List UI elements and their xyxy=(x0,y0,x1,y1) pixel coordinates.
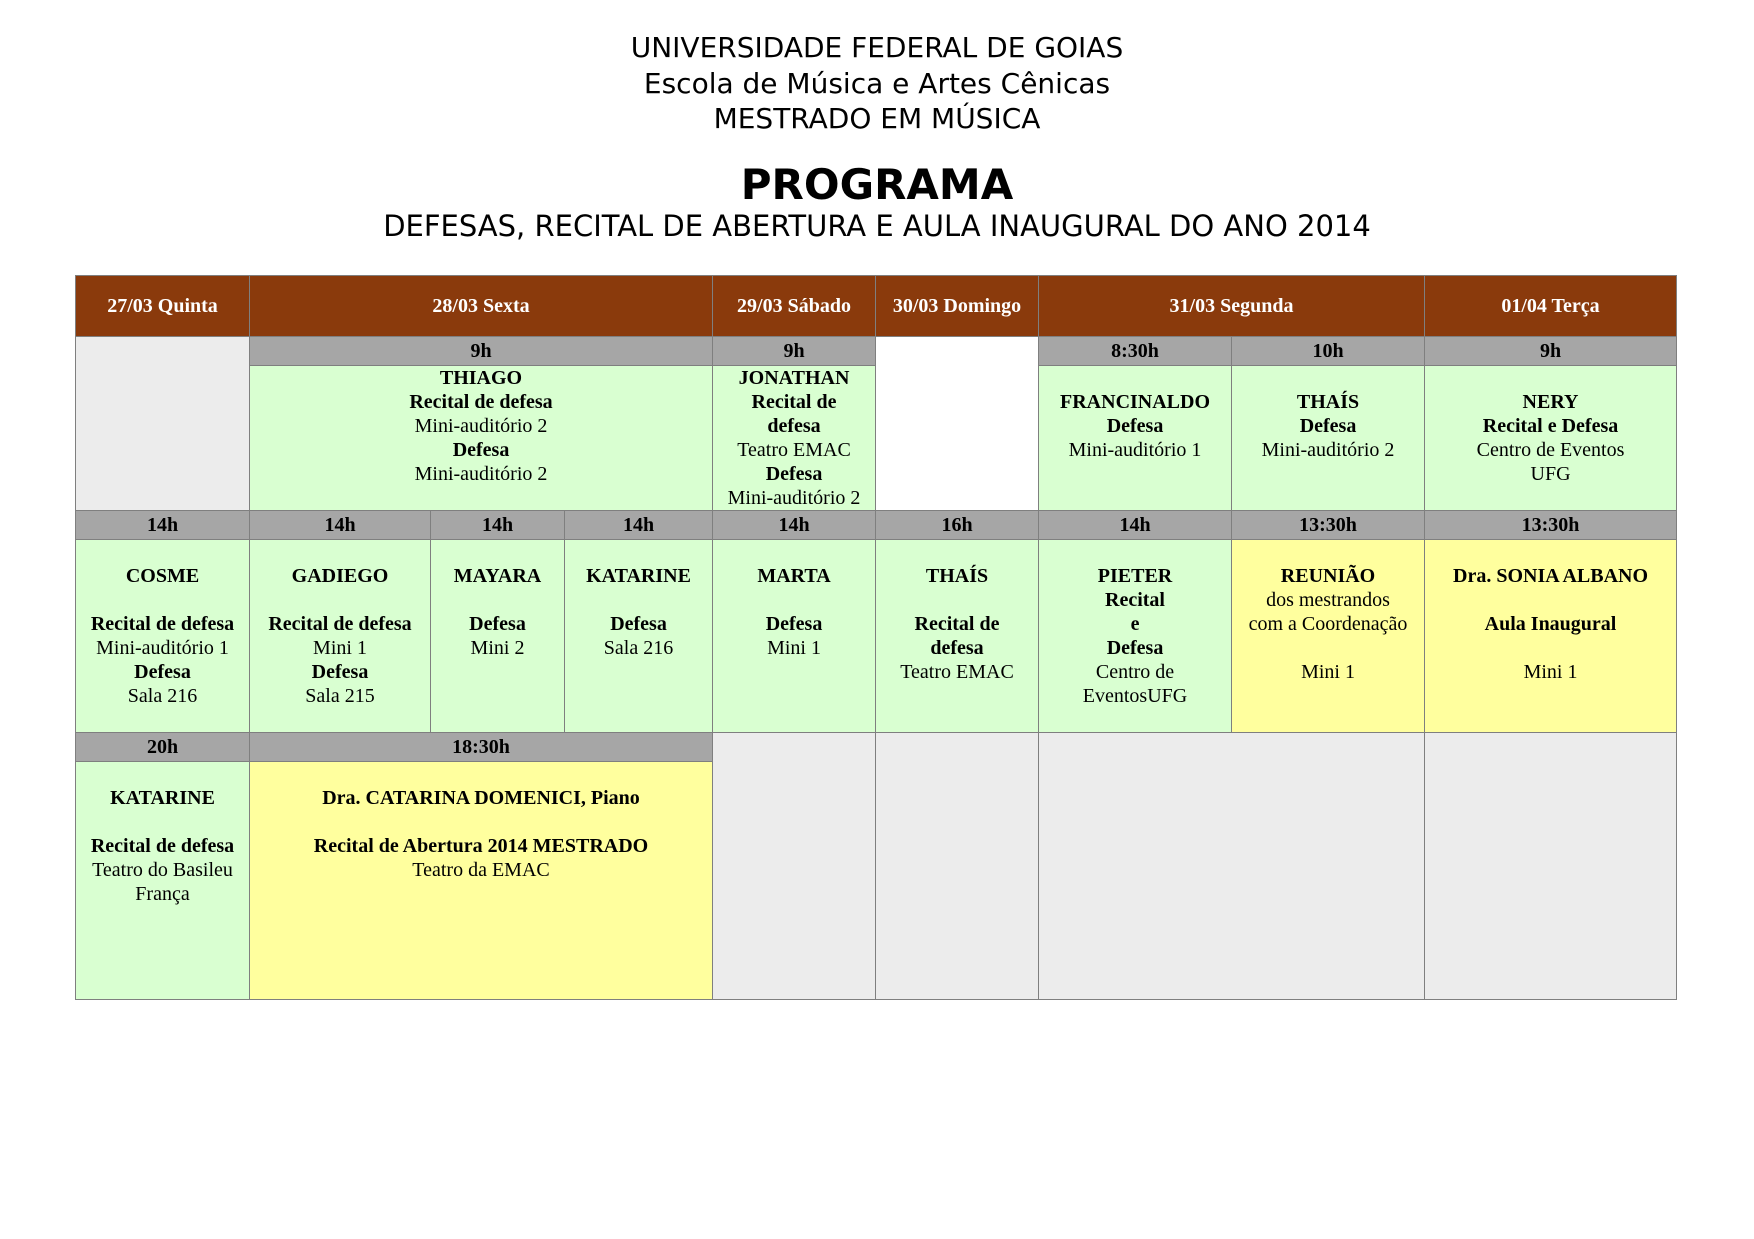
event-cell xyxy=(1232,540,1425,733)
event-person: MAYARA xyxy=(453,565,542,587)
time-label: 14h xyxy=(431,511,565,540)
event-venue: Centro de Eventos xyxy=(1476,439,1625,461)
time-label: 10h xyxy=(1232,337,1425,366)
event-venue: Teatro da EMAC xyxy=(412,859,550,881)
event-venue: Sala 216 xyxy=(603,637,674,659)
event-cell xyxy=(876,540,1039,733)
event-venue: Teatro EMAC xyxy=(737,439,851,461)
time-label: 18:30h xyxy=(250,733,713,762)
event-type: Defesa xyxy=(311,661,369,683)
event-venue: Sala 216 xyxy=(127,685,198,707)
event-person: Dra. SONIA ALBANO xyxy=(1453,565,1649,587)
event-cell xyxy=(1425,366,1677,511)
event-cell xyxy=(1232,366,1425,511)
time-label: 20h xyxy=(76,733,250,762)
event-type: Defesa xyxy=(610,613,667,635)
event-cell xyxy=(713,540,876,733)
event-type: Recital de defesa xyxy=(90,835,235,857)
event-person: THIAGO xyxy=(439,367,523,389)
event-person: COSME xyxy=(125,565,200,587)
day-header-row xyxy=(76,276,1677,337)
event-person: REUNIÃO xyxy=(1280,565,1376,587)
empty-cell xyxy=(876,337,1039,511)
event-person: THAÍS xyxy=(1296,391,1360,413)
program-name: MESTRADO EM MÚSICA xyxy=(713,102,1041,135)
event-person: THAÍS xyxy=(925,565,989,587)
time-row xyxy=(76,337,1677,366)
time-label: 14h xyxy=(1039,511,1232,540)
event-cell xyxy=(1039,366,1232,511)
event-type: Aula Inaugural xyxy=(1484,613,1617,635)
event-type: Recital de xyxy=(751,391,837,413)
page-subtitle: DEFESAS, RECITAL DE ABERTURA E AULA INAUGURAL DO ANO 2014 xyxy=(383,209,1371,243)
event-venue: França xyxy=(135,883,190,905)
event-type: e xyxy=(1130,613,1140,635)
event-type: Recital de defesa xyxy=(409,391,553,413)
schedule-table xyxy=(75,275,1677,1000)
time-label: 14h xyxy=(250,511,431,540)
day-header: 01/04 Terça xyxy=(1425,276,1677,337)
day-header: 31/03 Segunda xyxy=(1039,276,1425,337)
time-label: 14h xyxy=(713,511,876,540)
event-type: Recital de Abertura 2014 MESTRADO xyxy=(313,835,649,857)
time-label: 16h xyxy=(876,511,1039,540)
event-type: Recital e Defesa xyxy=(1482,415,1619,437)
event-venue: EventosUFG xyxy=(1082,685,1188,707)
event-venue: Mini 1 xyxy=(1301,661,1355,683)
event-detail: dos mestrandos xyxy=(1266,589,1390,611)
event-venue: Mini-auditório 2 xyxy=(414,415,548,437)
event-person: KATARINE xyxy=(110,787,215,809)
event-person: PIETER xyxy=(1097,565,1173,587)
day-header: 27/03 Quinta xyxy=(76,276,250,337)
event-cell xyxy=(250,366,713,511)
event-venue: Mini 2 xyxy=(470,637,525,659)
event-cell xyxy=(431,540,565,733)
event-person: MARTA xyxy=(757,565,831,587)
event-venue: Mini 1 xyxy=(1523,661,1578,683)
event-type: Defesa xyxy=(1106,415,1164,437)
time-label: 14h xyxy=(76,511,250,540)
event-person: JONATHAN xyxy=(738,367,850,389)
empty-cell xyxy=(76,337,250,511)
event-type: Defesa xyxy=(765,613,823,635)
empty-cell xyxy=(713,733,876,1000)
event-venue: Mini 1 xyxy=(767,637,821,659)
time-label: 14h xyxy=(565,511,713,540)
event-person: GADIEGO xyxy=(291,565,389,587)
event-type: Defesa xyxy=(134,661,191,683)
empty-cell xyxy=(876,733,1039,1000)
event-venue: Mini 1 xyxy=(313,637,367,659)
event-venue: Teatro do Basileu xyxy=(92,859,233,881)
event-type: Defesa xyxy=(469,613,526,635)
event-detail: com a Coordenação xyxy=(1248,613,1408,635)
event-type: Recital xyxy=(1105,589,1165,611)
event-type: Recital de xyxy=(914,613,1000,635)
event-venue: Mini-auditório 2 xyxy=(727,487,861,509)
time-label: 9h xyxy=(250,337,713,366)
time-label: 13:30h xyxy=(1425,511,1677,540)
time-label: 9h xyxy=(713,337,876,366)
time-row xyxy=(76,733,1677,762)
event-cell xyxy=(76,762,250,1000)
day-header: 30/03 Domingo xyxy=(876,276,1039,337)
event-venue: Mini-auditório 2 xyxy=(1261,439,1395,461)
event-type: Recital de defesa xyxy=(90,613,235,635)
time-label: 13:30h xyxy=(1232,511,1425,540)
university-name: UNIVERSIDADE FEDERAL DE GOIAS xyxy=(630,31,1124,64)
event-cell xyxy=(565,540,713,733)
event-venue: Centro de xyxy=(1095,661,1175,683)
event-person: KATARINE xyxy=(586,565,691,587)
event-venue: Mini-auditório 1 xyxy=(1068,439,1202,461)
event-row xyxy=(76,540,1677,733)
time-label: 9h xyxy=(1425,337,1677,366)
time-row xyxy=(76,511,1677,540)
page-title: PROGRAMA xyxy=(740,160,1014,209)
event-venue: Mini-auditório 2 xyxy=(414,463,548,485)
day-header: 29/03 Sábado xyxy=(713,276,876,337)
event-type: Defesa xyxy=(1106,637,1164,659)
time-label: 8:30h xyxy=(1039,337,1232,366)
event-type: Defesa xyxy=(765,463,823,485)
event-cell xyxy=(713,366,876,511)
event-person: Dra. CATARINA DOMENICI, Piano xyxy=(322,787,640,809)
empty-cell xyxy=(1425,733,1677,1000)
event-cell xyxy=(250,540,431,733)
school-name: Escola de Música e Artes Cênicas xyxy=(643,67,1111,100)
event-type: Defesa xyxy=(452,439,510,461)
event-type: defesa xyxy=(767,415,821,437)
event-type: defesa xyxy=(930,637,984,659)
event-type: Recital de defesa xyxy=(268,613,412,635)
event-cell xyxy=(1425,540,1677,733)
event-venue: Teatro EMAC xyxy=(900,661,1014,683)
event-cell xyxy=(76,540,250,733)
event-type: Defesa xyxy=(1299,415,1357,437)
event-venue: UFG xyxy=(1530,463,1571,485)
event-person: NERY xyxy=(1522,391,1579,413)
day-header: 28/03 Sexta xyxy=(250,276,713,337)
event-person: FRANCINALDO xyxy=(1060,391,1211,413)
empty-cell xyxy=(1039,733,1425,1000)
event-venue: Sala 215 xyxy=(305,685,375,707)
event-venue: Mini-auditório 1 xyxy=(96,637,229,659)
event-cell xyxy=(250,762,713,1000)
event-cell xyxy=(1039,540,1232,733)
